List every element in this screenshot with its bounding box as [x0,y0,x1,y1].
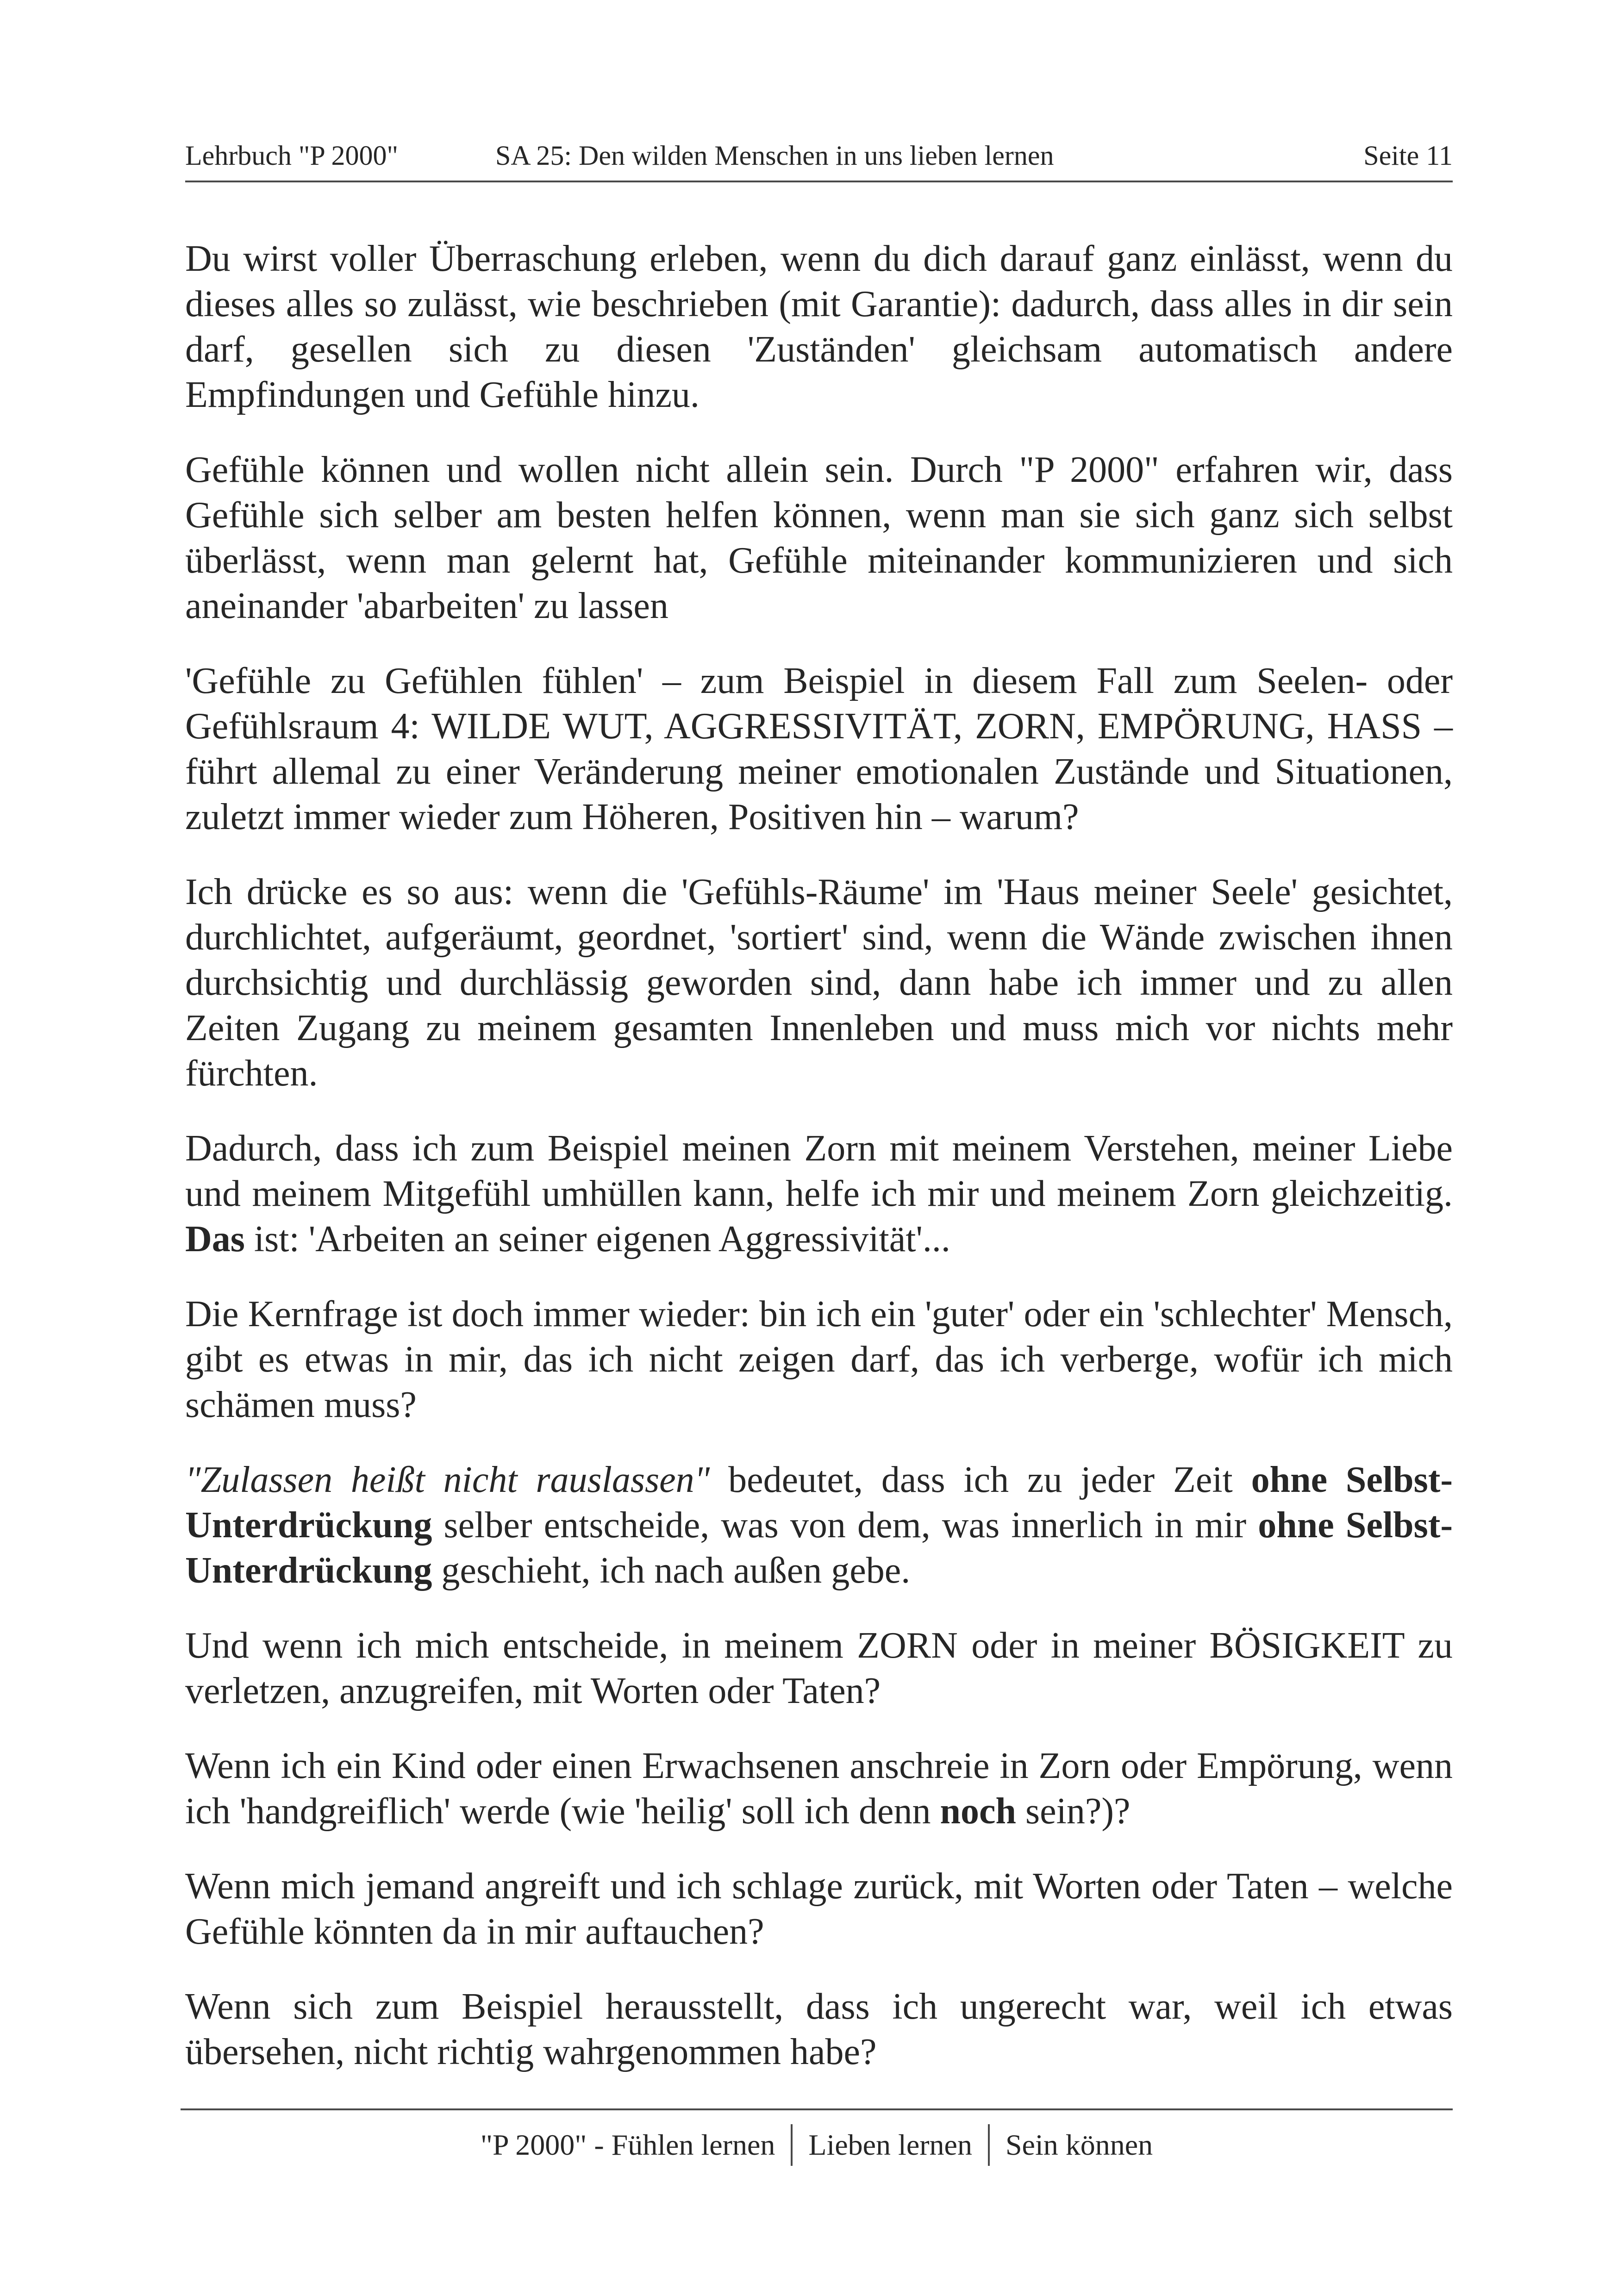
header-book-title: Lehrbuch "P 2000" [185,140,399,171]
paragraph-2: Gefühle können und wollen nicht allein sein. Durch "P 2000" erfahren wir, dass Gefühle sich selber am besten helfen können, wenn man sie sich ganz sich selbst überlässt, wenn man gelernt hat, Gefühle miteinander kommunizieren und sich aneinander 'abarbeiten' zu lassen [185,449,1453,626]
bold-text: noch [940,1791,1016,1832]
paragraph-4: Ich drücke es so aus: wenn die 'Gefühls-Räume' im 'Haus meiner Seele' gesichtet, durchlichtet, aufgeräumt, geordnet, 'sortiert' sind, wenn die Wände zwischen ihnen durchsichtig und durchlässig geworden sind, dann habe ich immer und zu allen Zeiten Zugang zu meinem gesamten Innenleben und muss mich vor nichts mehr fürchten. [185,872,1453,1094]
footer-part-be: Sein können [1005,2128,1153,2161]
paragraph-1: Du wirst voller Überraschung erleben, wenn du dich darauf ganz einlässt, wenn du dieses alles so zulässt, wie beschrieben (mit Garantie): dadurch, dass alles in dir sein darf, gesellen sich zu diesen 'Zuständen' gleichsam automatisch andere Empfindungen und Gefühle hinzu. [185,238,1453,415]
footer-part-love: Lieben lernen [808,2128,972,2161]
footer-divider [791,2124,793,2166]
paragraph-3: 'Gefühle zu Gefühlen fühlen' – zum Beispiel in diesem Fall zum Seelen- oder Gefühlsraum 4: WILDE WUT, AGGRESSIVITÄT, ZORN, EMPÖRUNG, HASS – führt allemal zu einer Veränderung meiner emotionalen Zustände und Situationen, zuletzt immer wieder zum Höheren, Positiven hin – warum? [185,661,1453,837]
header-chapter-title: SA 25: Den wilden Menschen in uns lieben lernen [495,140,1054,171]
header-page-number: Seite 11 [1363,140,1453,171]
bold-text: Das [185,1219,245,1260]
bold-text: ohne Selbst-Unterdrückung [185,1459,1453,1546]
paragraph-6: Die Kernfrage ist doch immer wieder: bin ich ein 'guter' oder ein 'schlechter' Mensch, gibt es etwas in mir, das ich nicht zeigen darf, das ich verberge, wofür ich mich schämen muss? [185,1294,1453,1425]
text-run: bedeutet, dass ich zu jeder Zeit [710,1459,1251,1500]
paragraph-8: Und wenn ich mich entscheide, in meinem ZORN oder in meiner BÖSIGKEIT zu verletzen, anzugreifen, mit Worten oder Taten? [185,1625,1453,1711]
paragraph-11: Wenn sich zum Beispiel herausstellt, dass ich ungerecht war, weil ich etwas übersehen, nicht richtig wahrgenommen habe? [185,1986,1453,2072]
italic-quote: "Zulassen heißt nicht rauslassen" [185,1459,710,1500]
footer-tagline [181,2124,1453,2166]
text-run: ist: 'Arbeiten an seiner eigenen Aggressivität'... [244,1219,950,1260]
page-header [185,130,1453,182]
footer-divider [988,2124,990,2166]
text-run: sein?)? [1016,1791,1131,1832]
paragraph-10: Wenn mich jemand angreift und ich schlage zurück, mit Worten oder Taten – welche Gefühle könnten da in mir auftauchen? [185,1866,1453,1952]
footer-part-feel: "P 2000" - Fühlen lernen [480,2128,775,2161]
text-run: geschieht, ich nach außen gebe. [432,1550,911,1591]
paragraph-9 [185,1743,1453,1834]
bold-text: ohne Selbst-Unterdrückung [185,1505,1453,1591]
text-run: selber entscheide, was von dem, was innerlich in mir [432,1505,1258,1546]
paragraph-5 [185,1126,1453,1262]
text-run: Dadurch, dass ich zum Beispiel meinen Zorn mit meinem Verstehen, meiner Liebe und meinem Mitgefühl umhüllen kann, helfe ich mir und meinem Zorn gleichzeitig. [185,1128,1453,1214]
text-run: Wenn ich ein Kind oder einen Erwachsenen anschreie in Zorn oder Empörung, wenn ich 'handgreiflich' werde (wie 'heilig' soll ich denn [185,1746,1453,1832]
paragraph-7 [185,1457,1453,1593]
page-footer [181,2108,1453,2161]
body-text [185,236,1453,2104]
